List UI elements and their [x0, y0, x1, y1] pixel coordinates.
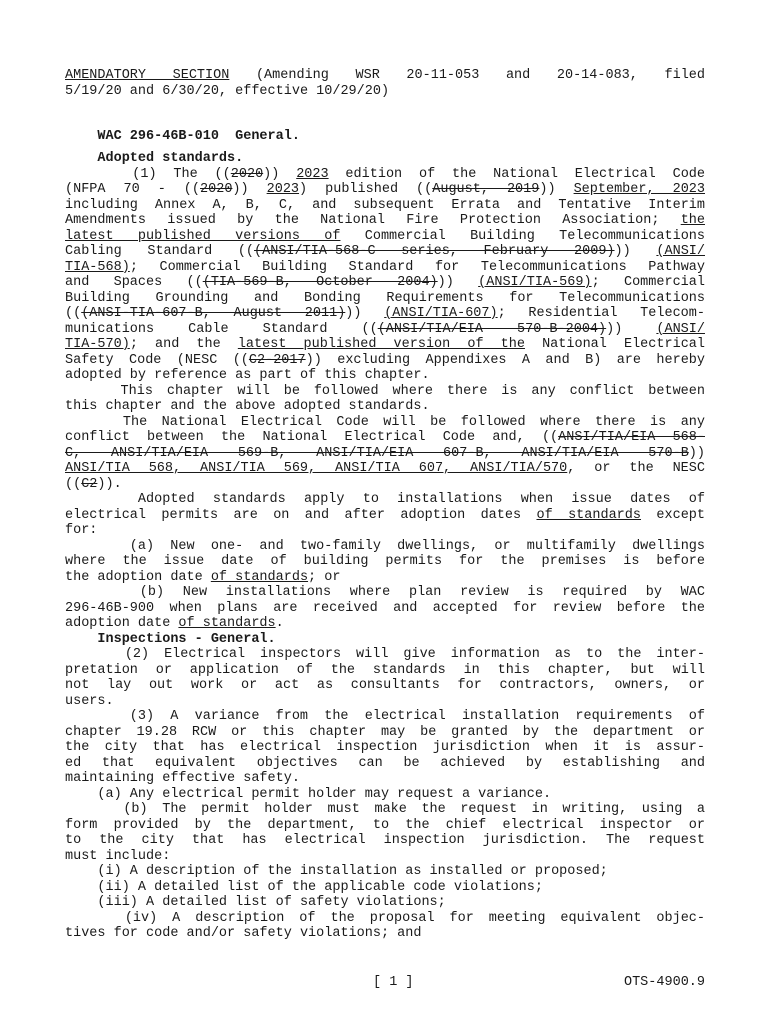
document-code: OTS-4900.9	[623, 975, 705, 990]
p1-line-3: including Annex A, B, C, and subsequent Errata and Tentative Interim	[65, 197, 705, 213]
item-a-line-2: where the issue date of building permits for the premises is before	[65, 554, 705, 569]
p3iii-line: (iii) A detailed list of safety violations;	[65, 895, 446, 910]
p3b-line-2: form provided by the department, to the chief electrical inspector or	[65, 817, 705, 833]
p2-line-1: (2) Electrical inspectors will give information as to the inter-	[65, 647, 705, 662]
conflict-line-2: this chapter and the above adopted standards.	[65, 399, 430, 414]
p1-line-11: munications Cable Standard (((ANSI/TIA/EIA 570-B-2004))) (ANSI/	[65, 321, 705, 337]
p3-line-5: maintaining effective safety.	[65, 771, 300, 786]
conflict-line-1: This chapter will be followed where there is any conflict between	[65, 383, 705, 399]
p3iv-line-2: tives for code and/or safety violations; and	[65, 926, 422, 941]
item-a-line-3: the adoption date of standards; or	[65, 569, 341, 585]
p1-line-12: TIA-570); and the latest published version of the National Electrical	[65, 337, 705, 352]
nec-line-2: conflict between the National Electrical Code and, ((ANSI/TIA/EIA 568-	[65, 430, 705, 445]
p3-line-4: ed that equivalent objectives can be achieved by establishing and	[65, 755, 705, 771]
p1-line-9: Building Grounding and Bonding Requirements for Telecommunications	[65, 290, 705, 306]
p1-line-4: Amendments issued by the National Fire Protection Association; the	[65, 213, 705, 228]
nec-line-3: C, ANSI/TIA/EIA 569-B, ANSI/TIA/EIA 607-B, ANSI/TIA/EIA 570-B))	[65, 445, 705, 461]
item-b-line-3: adoption date of standards.	[65, 616, 284, 631]
nec-line-1: The National Electrical Code will be followed where there is any	[65, 414, 705, 430]
p2-line-3: not lay out work or act as consultants for contractors, owners, or	[65, 678, 705, 693]
apply-line-2: electrical permits are on and after adoption dates of standards except	[65, 507, 705, 523]
item-b-line-1: (b) New installations where plan review is required by WAC	[65, 585, 705, 600]
p2-line-4: users.	[65, 693, 114, 709]
p3b-line-3: to the city that has electrical inspection jurisdiction. The request	[65, 833, 705, 848]
p3b-line-1: (b) The permit holder must make the request in writing, using a	[65, 802, 705, 817]
p1-line-14: adopted by reference as part of this chapter.	[65, 368, 430, 383]
p1-line-5: latest published versions of Commercial Building Telecommunications	[65, 228, 705, 244]
amendatory-line-2: 5/19/20 and 6/30/20, effective 10/29/20)	[65, 83, 390, 99]
document-body	[65, 68, 705, 942]
p1-line-6: Cabling Standard (((ANSI/TIA-568-C series, February 2009))) (ANSI/	[65, 244, 705, 259]
apply-line-3: for:	[65, 523, 98, 538]
p3a-line: (a) Any electrical permit holder may request a variance.	[65, 786, 552, 802]
inspections-heading: Inspections - General.	[65, 631, 276, 647]
page-number: [ 1 ]	[373, 975, 414, 990]
p3-line-3: the city that has electrical inspection jurisdiction when it is assur-	[65, 740, 705, 755]
page-footer	[65, 975, 705, 991]
p1-line-10: (((ANSI-TIA-607-B, August 2011))) (ANSI/TIA-607); Residential Telecom-	[65, 306, 705, 321]
section-heading: WAC 296-46B-010 General.	[65, 128, 300, 144]
p1-line-8: and Spaces (((TIA-569-B, October 2004))) (ANSI/TIA-569); Commercial	[65, 275, 705, 290]
p1-line-2: (NFPA 70 - ((2020)) 2023) published ((August, 2019)) September, 2023	[65, 182, 705, 197]
adopted-standards-heading: Adopted standards.	[65, 151, 244, 166]
p3ii-line: (ii) A detailed list of the applicable code violations;	[65, 879, 543, 895]
item-b-line-2: 296-46B-900 when plans are received and accepted for review before the	[65, 600, 705, 616]
apply-line-1: Adopted standards apply to installations when issue dates of	[65, 492, 705, 507]
p2-line-2: pretation or application of the standards in this chapter, but will	[65, 662, 705, 678]
p1-line-7: TIA-568); Commercial Building Standard for Telecommunications Pathway	[65, 259, 705, 275]
p3b-line-4: must include:	[65, 848, 171, 864]
p1-line-1: (1) The ((2020)) 2023 edition of the National Electrical Code	[65, 166, 705, 182]
item-a-line-1: (a) New one- and two-family dwellings, or multifamily dwellings	[65, 538, 705, 554]
p1-line-13: Safety Code (NESC ((C2-2017)) excluding Appendixes A and B) are hereby	[65, 352, 705, 368]
nec-line-4: ANSI/TIA 568, ANSI/TIA 569, ANSI/TIA 607, ANSI/TIA/570, or the NESC	[65, 461, 705, 476]
nec-line-5: ((C2)).	[65, 476, 122, 492]
p3i-line: (i) A description of the installation as installed or proposed;	[65, 864, 608, 879]
p3-line-1: (3) A variance from the electrical installation requirements of	[65, 709, 705, 724]
p3iv-line-1: (iv) A description of the proposal for meeting equivalent objec-	[65, 910, 705, 926]
p3-line-2: chapter 19.28 RCW or this chapter may be granted by the department or	[65, 724, 705, 740]
amendatory-line-1: AMENDATORY SECTION (Amending WSR 20-11-053 and 20-14-083, filed	[65, 68, 705, 83]
